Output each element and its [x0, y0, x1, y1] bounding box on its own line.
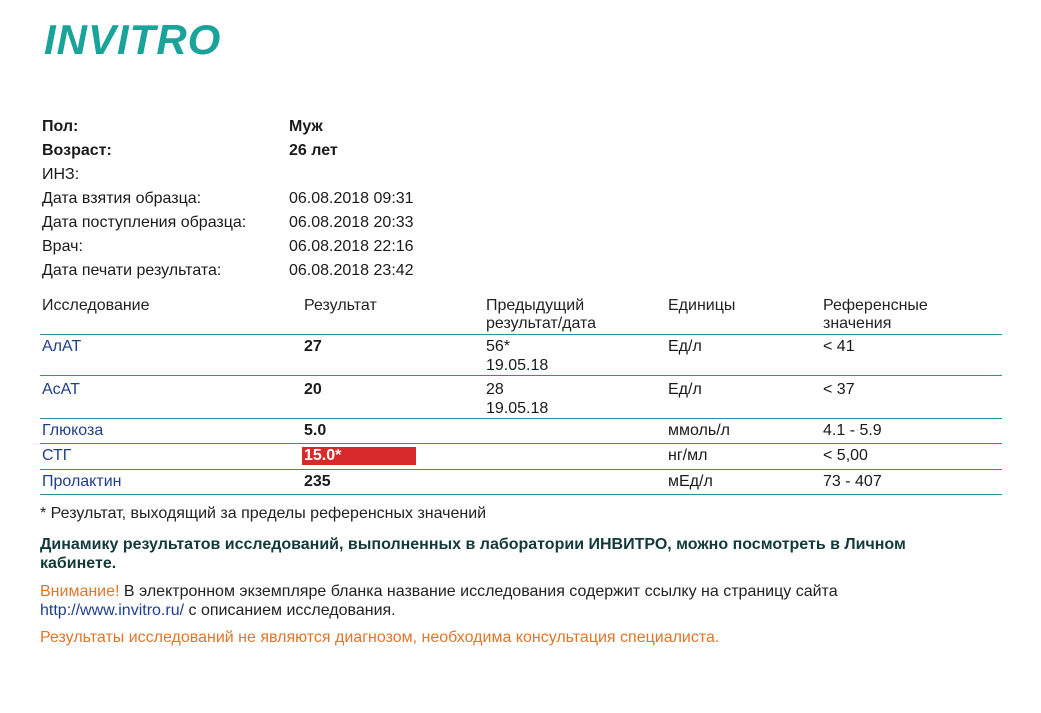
results-table	[40, 296, 1002, 495]
doctor-label: Врач:	[42, 238, 83, 255]
warning-text-2: с описанием исследования.	[184, 602, 396, 619]
units: мЕд/л	[668, 473, 713, 490]
header-reference	[823, 297, 928, 333]
header-result: Результат	[304, 297, 377, 314]
header-previous	[486, 297, 596, 333]
sample-received-value: 06.08.2018 20:33	[289, 214, 414, 231]
units: нг/мл	[668, 447, 708, 464]
sex-label: Пол:	[42, 118, 79, 135]
table-row	[40, 376, 1002, 419]
units: Ед/л	[668, 381, 702, 398]
dynamics-note: Динамику результатов исследований, выполненных в лаборатории ИНВИТРО, можно посмотреть в Личном кабинете.	[40, 536, 906, 572]
study-name-link[interactable]: Пролактин	[42, 473, 122, 490]
sample-received-label: Дата поступления образца:	[42, 214, 247, 231]
header-units: Единицы	[668, 297, 736, 314]
study-name-link[interactable]: СТГ	[42, 447, 72, 464]
footnote: * Результат, выходящий за пределы референсных значений	[40, 505, 487, 522]
reference: < 37	[823, 381, 855, 398]
table-row	[40, 335, 1002, 376]
reference: < 41	[823, 338, 855, 355]
units: ммоль/л	[668, 422, 730, 439]
warning-label: Внимание!	[40, 583, 120, 600]
doctor-value: 06.08.2018 22:16	[289, 238, 414, 255]
result-value: 27	[304, 338, 322, 355]
result-value: 5.0	[304, 422, 327, 439]
previous-result	[486, 337, 548, 375]
flagged-result-value: 15.0*	[302, 447, 416, 465]
reference: 73 - 407	[823, 473, 882, 490]
study-name-link[interactable]: Глюкоза	[42, 422, 104, 439]
table-row	[40, 470, 1002, 495]
table-row	[40, 419, 1002, 444]
previous-date: 19.05.18	[486, 400, 549, 417]
table-header	[40, 296, 1002, 335]
warning-text-1: В электронном экземпляре бланка название исследования содержит ссылку на страницу сайта	[119, 583, 838, 600]
print-date-value: 06.08.2018 23:42	[289, 262, 414, 279]
header-reference-line1: Референсные	[823, 297, 928, 314]
invitro-link[interactable]: http://www.invitro.ru/	[40, 602, 185, 619]
invitro-logo: INVITRO	[44, 16, 222, 63]
reference: < 5,00	[823, 447, 868, 464]
header-previous-line2: результат/дата	[486, 315, 597, 332]
warning-block	[40, 582, 838, 620]
header-study: Исследование	[42, 297, 150, 314]
header-reference-line2: значения	[823, 315, 892, 332]
inz-label: ИНЗ:	[42, 166, 80, 183]
previous-value: 56*	[486, 338, 511, 355]
study-name-link[interactable]: АлАТ	[42, 338, 82, 355]
units: Ед/л	[668, 338, 702, 355]
disclaimer: Результаты исследований не являются диагнозом, необходима консультация специалиста.	[40, 629, 720, 646]
sample-taken-label: Дата взятия образца:	[42, 190, 202, 207]
age-value: 26 лет	[289, 142, 338, 159]
study-name-link[interactable]: АсАТ	[42, 381, 80, 398]
sample-taken-value: 06.08.2018 09:31	[289, 190, 414, 207]
previous-value: 28	[486, 381, 504, 398]
table-row	[40, 444, 1002, 470]
sex-value: Муж	[289, 118, 323, 135]
previous-date: 19.05.18	[486, 357, 549, 374]
age-label: Возраст:	[42, 142, 112, 159]
result-value: 20	[304, 381, 322, 398]
result-flagged	[302, 446, 416, 465]
print-date-label: Дата печати результата:	[42, 262, 222, 279]
result-value: 235	[304, 473, 331, 490]
reference: 4.1 - 5.9	[823, 422, 882, 439]
previous-result	[486, 380, 548, 418]
header-previous-line1: Предыдущий	[486, 297, 585, 314]
